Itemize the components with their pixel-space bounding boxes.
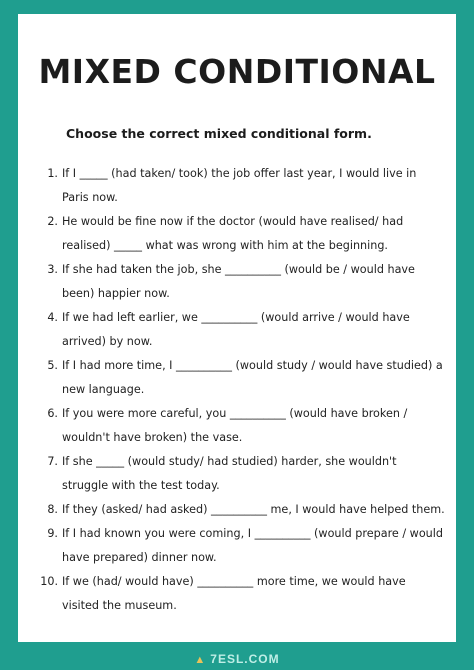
- item-number: 1.: [47, 167, 58, 180]
- item-text: If I had known you were coming, I __________ (would prepare / would have prepared) dinner now.: [62, 527, 443, 564]
- item-number: 3.: [47, 263, 58, 276]
- instruction-text: Choose the correct mixed conditional form.: [66, 126, 372, 141]
- list-item: [38, 522, 446, 570]
- item-number: 10.: [40, 575, 58, 588]
- item-number: 2.: [47, 215, 58, 228]
- page-title: MIXED CONDITIONAL: [38, 52, 436, 91]
- item-text: If she had taken the job, she __________ (would be / would have been) happier now.: [62, 263, 415, 300]
- item-number: 6.: [47, 407, 58, 420]
- item-number: 8.: [47, 503, 58, 516]
- item-text: If we had left earlier, we __________ (would arrive / would have arrived) by now.: [62, 311, 410, 348]
- item-number: 4.: [47, 311, 58, 324]
- item-text: He would be fine now if the doctor (would have realised/ had realised) _____ what was wrong with him at the beginning.: [62, 215, 404, 252]
- list-item: [38, 306, 446, 354]
- item-number: 9.: [47, 527, 58, 540]
- question-list: [38, 162, 446, 618]
- brand-text: 7ESL.COM: [210, 652, 280, 666]
- footer-brand: [0, 652, 474, 666]
- list-item: [38, 210, 446, 258]
- item-number: 5.: [47, 359, 58, 372]
- item-text: If she _____ (would study/ had studied) harder, she wouldn't struggle with the test today.: [62, 455, 397, 492]
- item-text: If you were more careful, you __________ (would have broken / wouldn't have broken) the vase.: [62, 407, 408, 444]
- list-item: [38, 498, 446, 522]
- list-item: [38, 258, 446, 306]
- list-item: [38, 450, 446, 498]
- item-text: If I had more time, I __________ (would study / would have studied) a new language.: [62, 359, 443, 396]
- graduation-cap-icon: ▲: [194, 654, 207, 666]
- item-text: If they (asked/ had asked) __________ me, I would have helped them.: [62, 503, 445, 516]
- item-text: If we (had/ would have) __________ more time, we would have visited the museum.: [62, 575, 406, 612]
- item-text: If I _____ (had taken/ took) the job offer last year, I would live in Paris now.: [62, 167, 417, 204]
- list-item: [38, 402, 446, 450]
- list-item: [38, 570, 446, 618]
- item-number: 7.: [47, 455, 58, 468]
- list-item: [38, 162, 446, 210]
- list-item: [38, 354, 446, 402]
- worksheet-sheet: [18, 14, 456, 642]
